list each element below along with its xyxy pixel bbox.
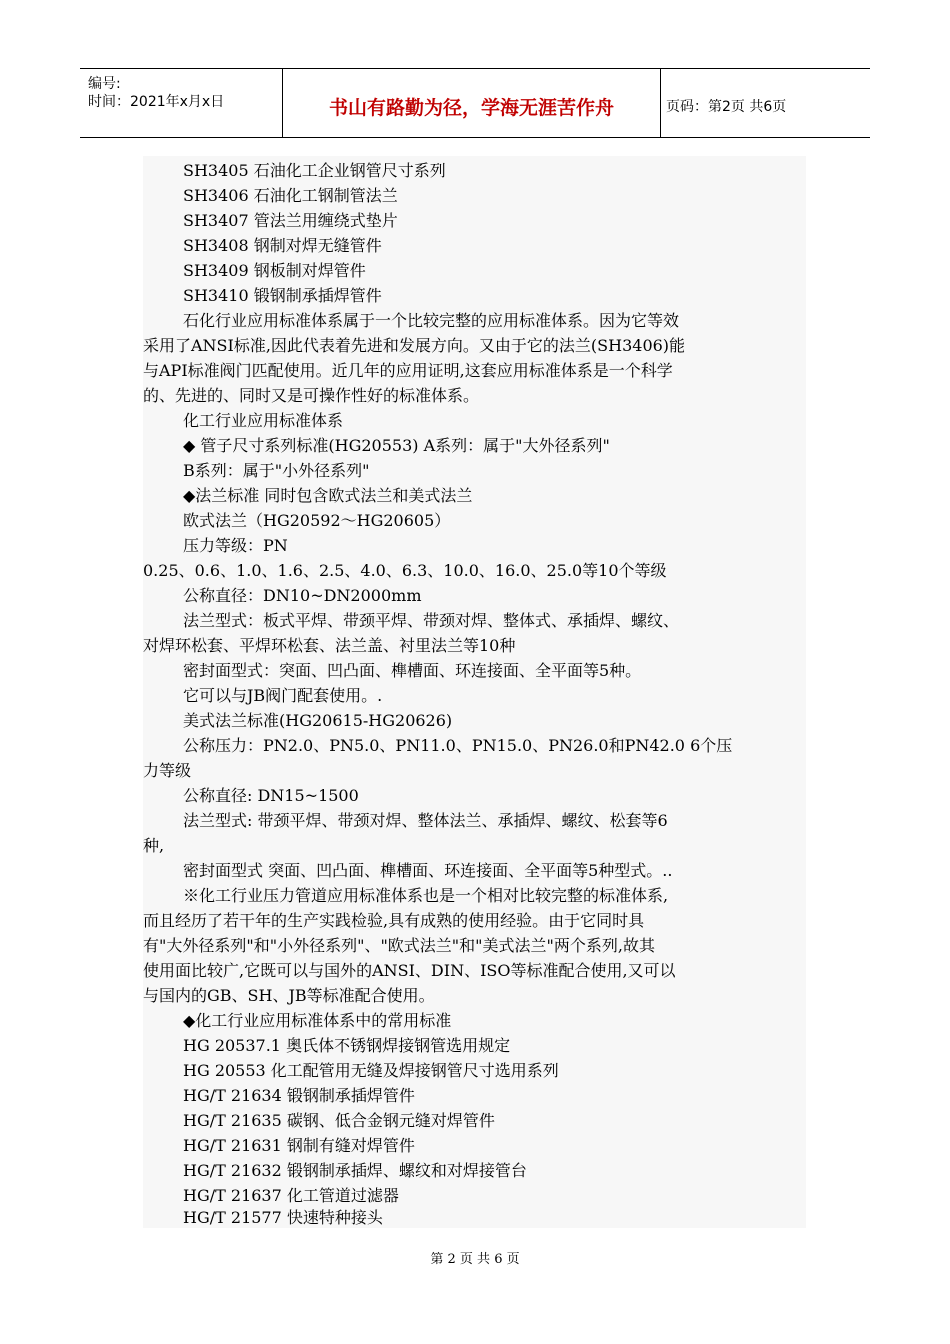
document-body: [143, 156, 806, 1228]
text-line: 力等级: [143, 761, 192, 780]
number-label: 编号:: [88, 76, 121, 92]
page-footer: 第 2 页 共 6 页: [430, 1252, 520, 1267]
text-line: SH3406 石油化工钢制管法兰: [183, 186, 398, 205]
text-line: SH3405 石油化工企业钢管尺寸系列: [183, 161, 446, 180]
text-line: 法兰型式: 带颈平焊、带颈对焊、整体法兰、承插焊、螺纹、松套等6: [183, 811, 668, 830]
text-line: 公称直径：DN10~DN2000mm: [183, 586, 422, 605]
text-line: 采用了ANSI标准,因此代表着先进和发展方向。又由于它的法兰(SH3406)能: [143, 336, 686, 355]
header-motto-cell: [283, 69, 661, 137]
text-line: HG/T 21637 化工管道过滤器: [183, 1186, 399, 1205]
text-line: HG/T 21635 碳钢、低合金钢元缝对焊管件: [183, 1111, 495, 1130]
text-line: 对焊环松套、平焊环松套、法兰盖、衬里法兰等10种: [143, 636, 516, 655]
text-line: 使用面比较广,它既可以与国外的ANSI、DIN、ISO等标准配合使用,又可以: [143, 961, 676, 980]
text-line: 与API标准阀门匹配使用。近几年的应用证明,这套应用标准体系是一个科学: [143, 361, 673, 380]
text-line: HG/T 21632 锻钢制承插焊、螺纹和对焊接管台: [183, 1161, 527, 1180]
text-line: 而且经历了若干年的生产实践检验,具有成熟的使用经验。由于它同时具: [143, 911, 645, 930]
text-line: 密封面型式：突面、凹凸面、榫槽面、环连接面、全平面等5种。: [183, 661, 642, 680]
text-line: HG/T 21634 锻钢制承插焊管件: [183, 1086, 415, 1105]
text-line: SH3407 管法兰用缠绕式垫片: [183, 211, 398, 230]
header-page-label: 页码：第2页 共6页: [666, 99, 787, 115]
text-line: 与国内的GB、SH、JB等标准配合使用。: [143, 986, 435, 1005]
text-line: ※化工行业压力管道应用标准体系也是一个相对比较完整的标准体系,: [183, 886, 669, 905]
text-line: 它可以与JB阀门配套使用。.: [183, 686, 383, 705]
text-line: HG 20537.1 奥氏体不锈钢焊接钢管选用规定: [183, 1036, 511, 1055]
text-line: SH3408 钢制对焊无缝管件: [183, 236, 382, 255]
text-line: 法兰型式：板式平焊、带颈平焊、带颈对焊、整体式、承插焊、螺纹、: [183, 611, 680, 630]
text-line: SH3409 钢板制对焊管件: [183, 261, 366, 280]
text-line: 公称压力：PN2.0、PN5.0、PN11.0、PN15.0、PN26.0和PN42.0 6个压: [183, 736, 733, 755]
motto-text: 书山有路勤为径，学海无涯苦作舟: [328, 97, 614, 119]
text-line: 有"大外径系列"和"小外径系列"、"欧式法兰"和"美式法兰"两个系列,故其: [143, 936, 655, 955]
text-line: 0.25、0.6、1.0、1.6、2.5、4.0、6.3、10.0、16.0、25.0等10个等级: [143, 561, 667, 580]
text-line: ◆化工行业应用标准体系中的常用标准: [183, 1011, 452, 1030]
text-line: 美式法兰标准(HG20615-HG20626): [183, 711, 453, 730]
header-page-cell: [661, 69, 870, 137]
text-line: 密封面型式 突面、凹凸面、榫槽面、环连接面、全平面等5种型式。..: [183, 861, 673, 880]
text-line: 石化行业应用标准体系属于一个比较完整的应用标准体系。因为它等效: [183, 311, 680, 330]
text-line: ◆ 管子尺寸系列标准(HG20553) A系列：属于"大外径系列": [183, 436, 610, 455]
text-line: HG/T 21631 钢制有缝对焊管件: [183, 1136, 415, 1155]
text-line: HG/T 21577 快速特种接头: [183, 1208, 383, 1227]
text-line: ◆法兰标准 同时包含欧式法兰和美式法兰: [183, 486, 473, 505]
text-line: 欧式法兰（HG20592～HG20605）: [183, 511, 451, 530]
text-line: B系列：属于"小外径系列": [183, 461, 370, 480]
text-line: 种,: [143, 836, 165, 855]
text-line: SH3410 锻钢制承插焊管件: [183, 286, 382, 305]
page-header: [80, 68, 870, 138]
text-line: 压力等级：PN: [183, 536, 288, 555]
text-line: 的、先进的、同时又是可操作性好的标准体系。: [143, 386, 480, 405]
text-line: HG 20553 化工配管用无缝及焊接钢管尺寸选用系列: [183, 1061, 559, 1080]
header-info-cell: [80, 69, 283, 137]
time-label: 时间：2021年x月x日: [88, 94, 225, 110]
text-line: 化工行业应用标准体系: [183, 411, 344, 430]
text-line: 公称直径: DN15~1500: [183, 786, 359, 805]
